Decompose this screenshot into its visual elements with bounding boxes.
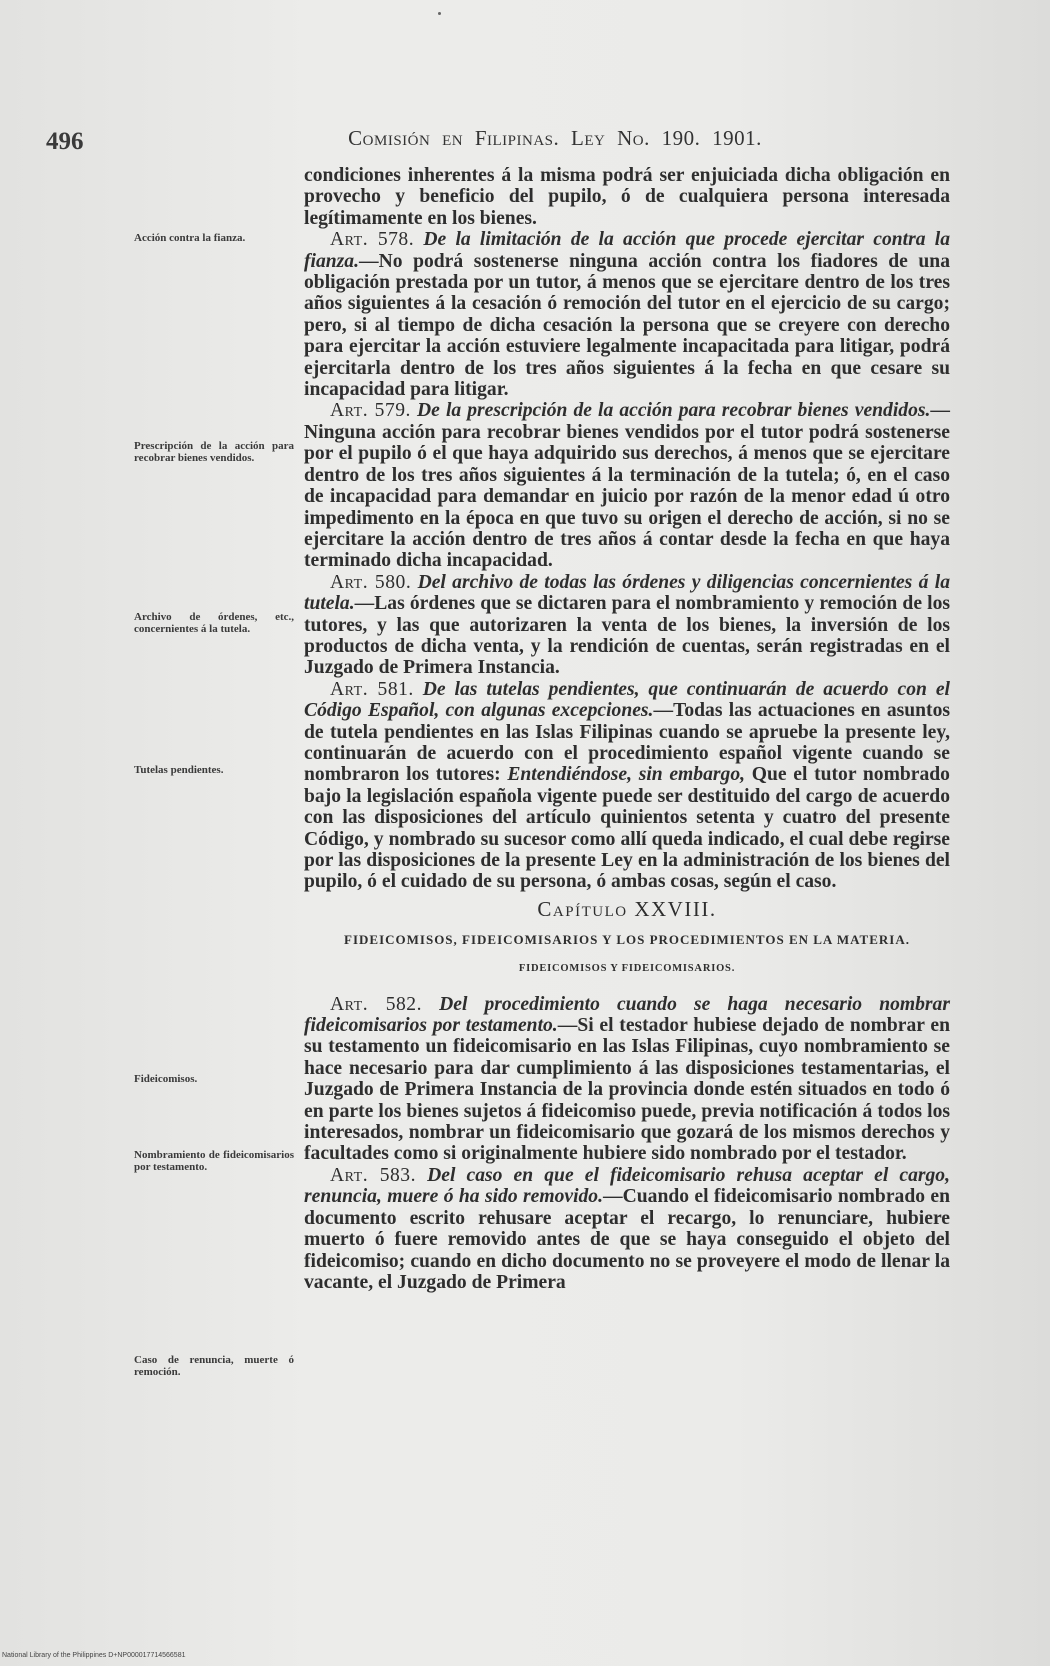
article-title: De la prescripción de la acción para recobrar bienes vendidos. — [417, 400, 931, 422]
scan-speck — [438, 12, 441, 15]
article-label: Art. 582. — [330, 993, 422, 1015]
article-text: —Si el testador hubiese dejado de nombrar en su testamento un fideicomisario en las Islas Filipinas, cuyo nombramiento se hace necesario para dar cumplimiento á las disposiciones testamentarias, el Juzgado de Primera Instancia de la provincia donde estén situados en todo ó en parte los bienes sujetos á fideicomiso puede, previa notificación á todos los interesados, nombrar un fideicomisario que gozará de los mismos derechos y facultades como si originalmente hubiere sido nombrado por el testador. — [304, 1015, 950, 1165]
margin-note-art-581: Tutelas pendientes. — [134, 764, 224, 776]
page-number: 496 — [46, 128, 84, 155]
article-581 — [304, 679, 950, 893]
continuation-paragraph: condiciones inherentes á la misma podrá ser enjuiciada dicha obligación en provecho y beneficio del pupilo, ó de cualquiera persona interesada legítimamente en los bienes. — [304, 165, 950, 229]
article-proviso: Entendiéndose, sin embargo, — [507, 764, 746, 786]
article-title: Del caso en que el fideicomisario rehusa aceptar el cargo, renuncia, muere ó ha sido removido. — [304, 1164, 950, 1208]
article-title: Del procedimiento cuando se haga necesario nombrar fideicomisarios por testamento. — [304, 993, 950, 1037]
article-text: —Ninguna acción para recobrar bienes vendidos por el tutor podrá sostenerse por el pupilo ó el que haya adquirido sus derechos, á menos que se ejercitare dentro de los tres años siguientes á la terminación de la tutela; ó, en el caso de incapacidad para demandar en juicio por razón de la menor edad ú otro impedimento en la época en que tuvo su origen el derecho de acción, si no se ejercitare la acción dentro de tres años á contar desde la fecha en que haya terminado dicha incapacidad. — [304, 400, 950, 572]
article-580 — [304, 572, 950, 679]
body-text — [304, 165, 950, 1293]
article-title: De las tutelas pendientes, que continuarán de acuerdo con el Código Español, con algunas excepciones. — [304, 678, 950, 722]
article-label: Art. 579. — [330, 400, 411, 422]
chapter-title: Capítulo XXVIII. — [537, 896, 717, 921]
article-579 — [304, 400, 950, 571]
article-text: —Las órdenes que se dictaren para el nombramiento y remoción de los tutores, y las que autorizaren la venta de los bienes, la inversión de los productos de dicha venta, y la rendición de cuentas, serán registradas en el Juzgado de Primera Instancia. — [304, 593, 950, 679]
article-text: —No podrá sostenerse ninguna acción contra los fiadores de una obligación prestada por un tutor, á menos que se ejercitare dentro de los tres años siguientes á la cesación ó remoción del tutor en el ejercicio de su cargo; pero, si al tiempo de dicha cesación la persona que se creyere con derecho para ejercitar la acción estuviere legalmente incapacitada para litigar, podrá ejercitarla dentro de los tres años siguientes á la fecha en que cesare su incapacidad para litigar. — [304, 250, 950, 401]
margin-note-art-583: Caso de renuncia, muerte ó remoción. — [134, 1354, 294, 1378]
margin-note-art-578: Acción contra la fianza. — [134, 232, 246, 244]
article-text-continued: Que el tutor nombrado bajo la legislación española vigente puede ser destituido del cargo de acuerdo con las disposiciones del artículo quinientos setenta y cuatro del presente Código, y nombrado su sucesor como allí queda indicado, el cual debe regirse por las disposiciones de la presente Ley en la administración de los bienes del pupilo, ó el cuidado de su persona, ó ambas cosas, según el caso. — [304, 764, 950, 893]
chapter-subtitle: FIDEICOMISOS, FIDEICOMISARIOS Y LOS PROCEDIMIENTOS EN LA MATERIA. — [344, 932, 910, 948]
margin-note-art-582: Nombramiento de fideicomisarios por testamento. — [134, 1149, 294, 1173]
article-label: Art. 580. — [330, 571, 412, 593]
margin-note-art-580: Archivo de órdenes, etc., concernientes á la tutela. — [134, 611, 294, 635]
article-label: Art. 583. — [330, 1164, 416, 1186]
running-head: Comisión en Filipinas. Ley No. 190. 1901. — [348, 126, 762, 150]
article-label: Art. 578. — [330, 229, 415, 251]
margin-note-art-579: Prescripción de la acción para recobrar bienes vendidos. — [134, 440, 294, 464]
article-label: Art. 581. — [330, 678, 414, 700]
article-title: De la limitación de la acción que procede ejercitar contra la fianza. — [304, 229, 950, 272]
scan-footer-text: National Library of the Philippines D+NP000017714566581 — [2, 1652, 186, 1659]
article-text: —Cuando el fideicomisario nombrado en documento escrito rehusare aceptar el recargo, lo renunciare, hubiere muerto ó fuere removido antes de que se haya conseguido el objeto del fideicomiso; cuando en dicho documento no se proveyere el modo de llenar la vacante, el Juzgado de Primera — [304, 1186, 950, 1293]
article-578 — [304, 229, 950, 400]
section-heading: FIDEICOMISOS Y FIDEICOMISARIOS. — [518, 963, 736, 975]
margin-note-chapter: Fideicomisos. — [134, 1073, 198, 1085]
article-583 — [304, 1165, 950, 1293]
article-text: —Todas las actuaciones en asuntos de tutela pendientes en las Islas Filipinas cuando se apruebe la presente ley, continuarán de acuerdo con el procedimiento español vigente cuando se nombraron los tutores: — [304, 700, 950, 786]
article-582 — [304, 994, 950, 1165]
article-title: Del archivo de todas las órdenes y diligencias concernientes á la tutela. — [304, 571, 950, 615]
